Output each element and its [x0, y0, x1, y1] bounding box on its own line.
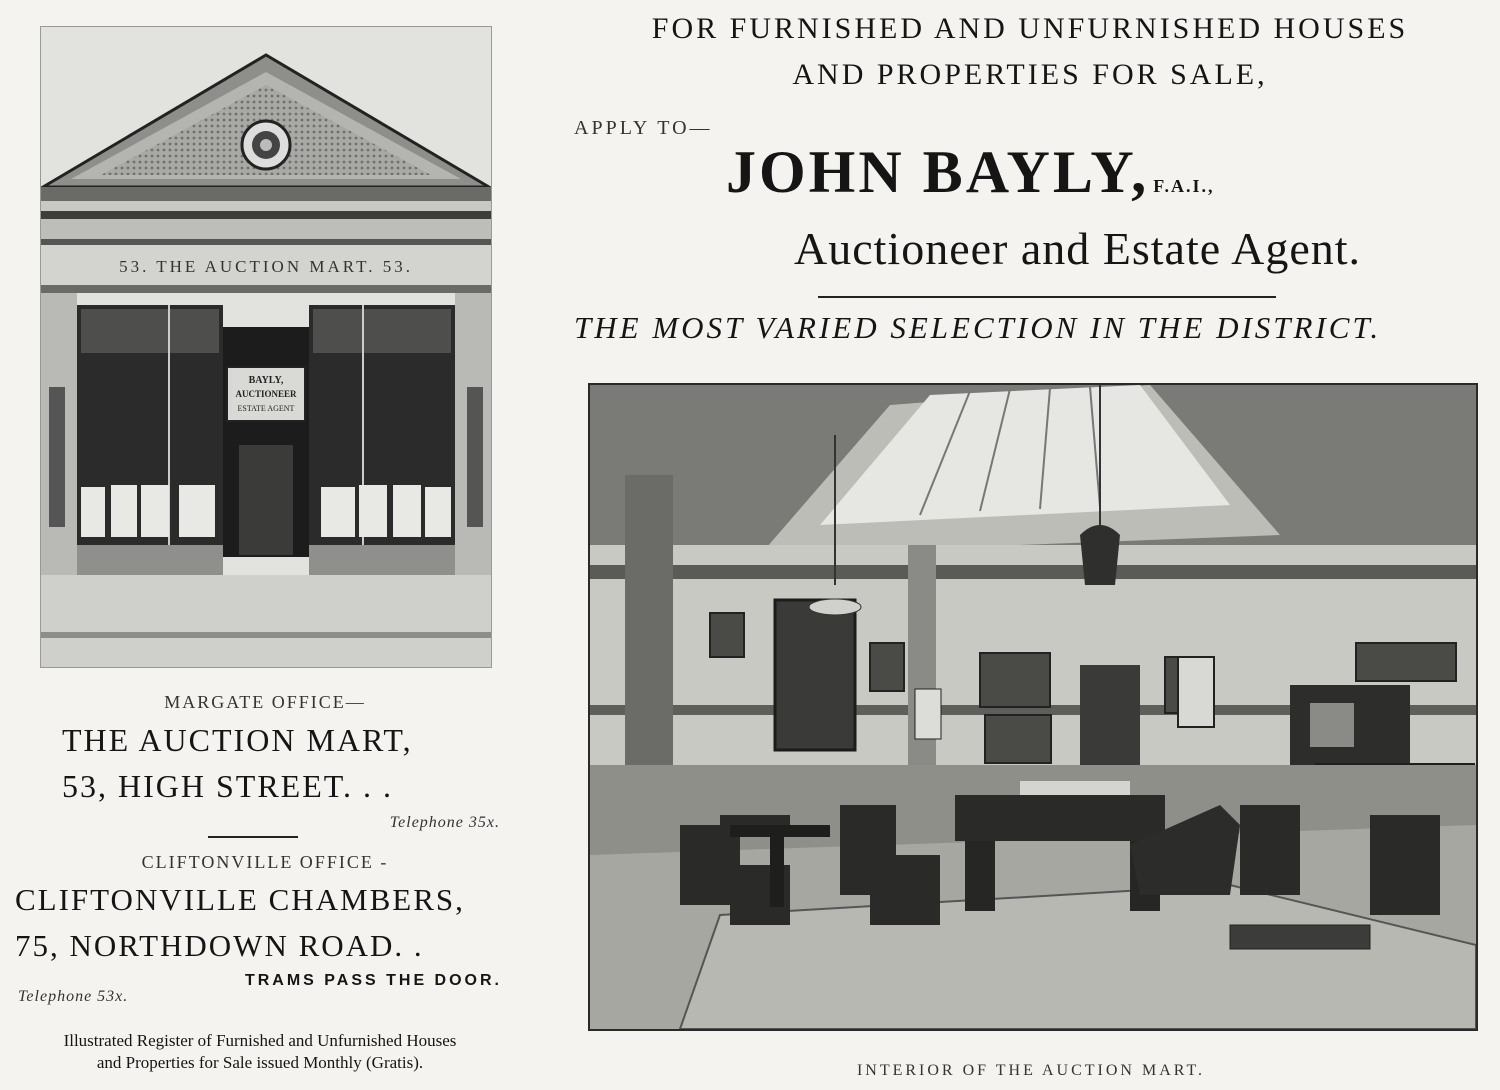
cliftonville-office-label: CLIFTONVILLE OFFICE - [141, 852, 389, 872]
register-line2: and Properties for Sale issued Monthly (Gratis). [96, 1053, 424, 1072]
agent-name: JOHN BAYLY, [726, 139, 1150, 205]
margate-address-line2: 53, HIGH STREET. . . [62, 768, 393, 804]
margate-office-label: MARGATE OFFICE— [164, 692, 366, 712]
margate-address-line1: THE AUCTION MART, [62, 722, 413, 758]
agent-title: Auctioneer and Estate Agent. [794, 223, 1362, 274]
post-nominal: F.A.I., [1153, 176, 1215, 196]
register-line1: Illustrated Register of Furnished and Unfurnished Houses [63, 1031, 457, 1050]
window-sign-line1: BAYLY, [248, 375, 284, 386]
header-line2: AND PROPERTIES FOR SALE, [792, 58, 1268, 91]
window-sign-line2: AUCTIONEER [235, 389, 297, 399]
tagline: THE MOST VARIED SELECTION IN THE DISTRICT. [574, 310, 1382, 345]
divider [208, 836, 298, 838]
cliftonville-address-line1: CLIFTONVILLE CHAMBERS, [15, 882, 465, 917]
agent-name-block [726, 138, 1215, 207]
trams-notice: TRAMS PASS THE DOOR. [244, 972, 502, 989]
window-sign-line3: ESTATE AGENT [237, 404, 295, 413]
interior-caption: INTERIOR OF THE AUCTION MART. [856, 1062, 1206, 1079]
storefront-photo [40, 26, 492, 668]
header-line1: FOR FURNISHED AND UNFURNISHED HOUSES [651, 12, 1409, 45]
cliftonville-address-line2: 75, NORTHDOWN ROAD. . [15, 928, 424, 963]
margate-telephone: Telephone 35x. [389, 814, 500, 831]
header-divider [818, 296, 1276, 298]
apply-to: APPLY TO— [574, 117, 713, 139]
cliftonville-telephone: Telephone 53x. [18, 988, 129, 1005]
register-notice [10, 1030, 510, 1074]
interior-photo [588, 383, 1478, 1031]
fascia-lettering: 53. THE AUCTION MART. 53. [119, 257, 413, 276]
